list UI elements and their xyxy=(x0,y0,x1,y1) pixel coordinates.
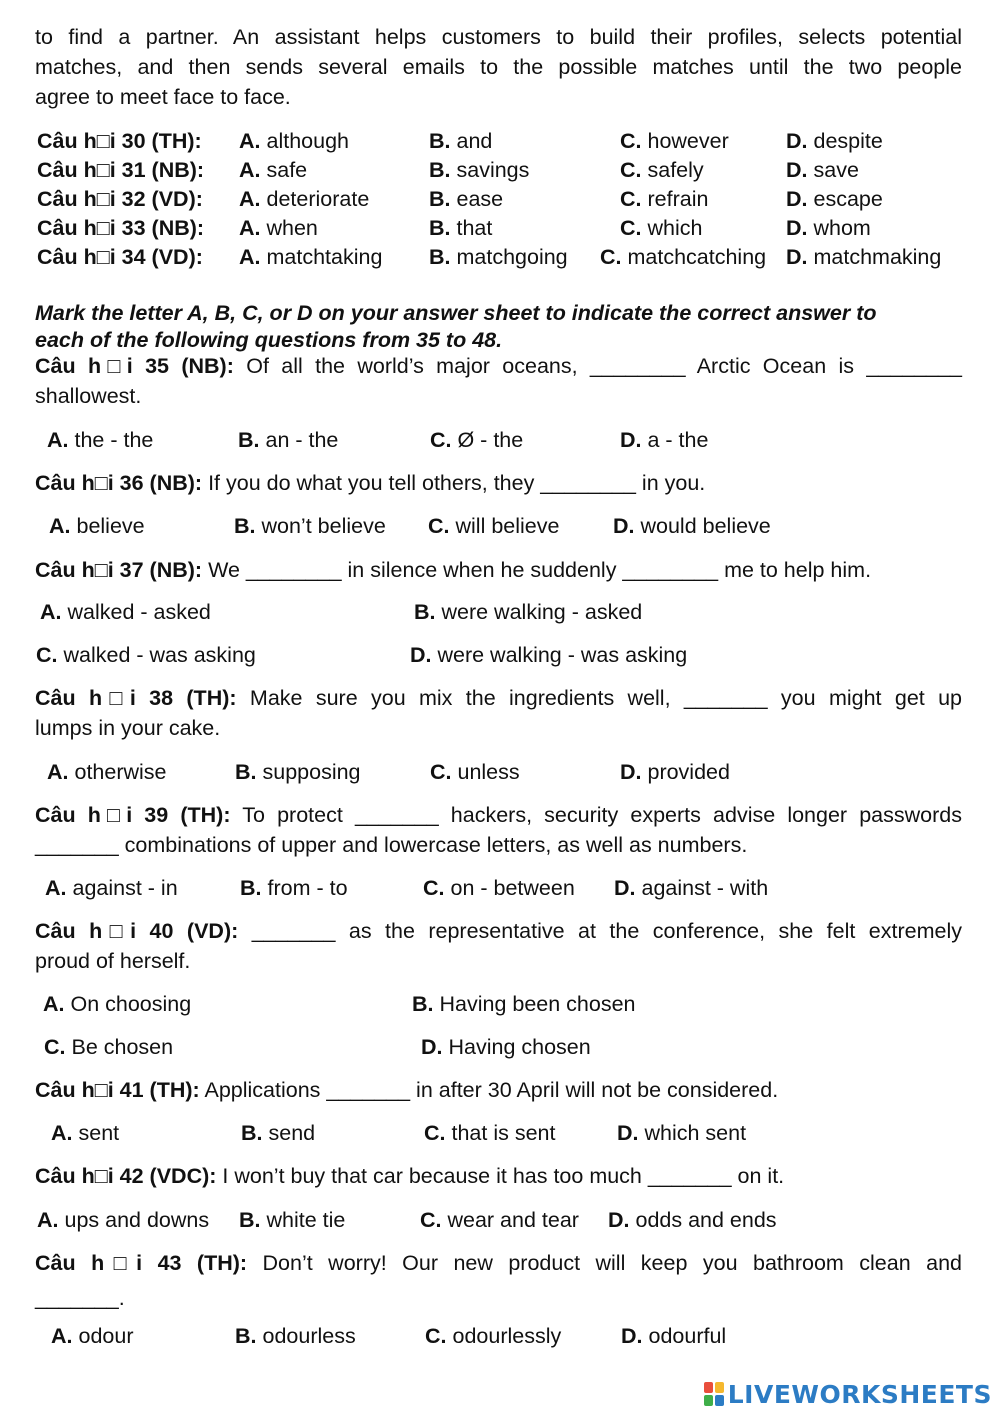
option-b[interactable]: B. that xyxy=(429,216,493,240)
cloze-question-label: Câu h□i 30 (TH): xyxy=(37,129,202,153)
liveworksheets-logo-text: LIVEWORKSHEETS xyxy=(727,1379,992,1409)
instruction-text: each of the following questions from 35 to 48. xyxy=(35,328,503,352)
option-c[interactable]: C. matchcatching xyxy=(600,245,767,269)
question-text: _______. xyxy=(35,1286,125,1310)
option-c[interactable]: C. on - between xyxy=(423,876,575,900)
cloze-question-label: Câu h□i 34 (VD): xyxy=(37,245,203,269)
question-text: lumps in your cake. xyxy=(35,716,221,740)
question-43 xyxy=(35,1250,962,1276)
question-text: _______ as the representative at the conference, she felt extremely xyxy=(251,919,962,943)
option-c[interactable]: C. walked - was asking xyxy=(36,643,256,667)
option-a[interactable]: A. matchtaking xyxy=(239,245,383,269)
option-d[interactable]: D. odourful xyxy=(621,1324,727,1348)
question-35 xyxy=(35,353,962,379)
question-text: Make sure you mix the ingredients well, _______ you might get up xyxy=(249,686,963,710)
option-d[interactable]: D. odds and ends xyxy=(608,1208,777,1232)
option-b[interactable]: B. won’t believe xyxy=(234,514,386,538)
intro-line: agree to meet face to face. xyxy=(35,85,291,109)
question-label: Câu h□i 43 (TH): xyxy=(35,1251,248,1275)
question-text: To protect _______ hackers, security experts advise longer passwords xyxy=(242,803,962,827)
option-c[interactable]: C. wear and tear xyxy=(420,1208,579,1232)
option-a[interactable]: A. although xyxy=(239,129,349,153)
option-b[interactable]: B. an - the xyxy=(238,428,339,452)
question-label: Câu h□i 36 (NB): xyxy=(35,471,203,495)
question-38 xyxy=(35,685,962,711)
cloze-question-label: Câu h□i 33 (NB): xyxy=(37,216,205,240)
option-b[interactable]: B. odourless xyxy=(235,1324,356,1348)
option-d[interactable]: D. escape xyxy=(786,187,883,211)
option-b[interactable]: B. from - to xyxy=(240,876,348,900)
option-d[interactable]: D. Having chosen xyxy=(421,1035,591,1059)
option-c[interactable]: C. Ø - the xyxy=(430,428,524,452)
question-39 xyxy=(35,802,962,828)
cloze-question-label: Câu h□i 31 (NB): xyxy=(37,158,205,182)
question-text: Applications _______ in after 30 April will not be considered. xyxy=(204,1078,779,1102)
option-c[interactable]: C. refrain xyxy=(620,187,709,211)
option-c[interactable]: C. which xyxy=(620,216,703,240)
option-d[interactable]: D. would believe xyxy=(613,514,771,538)
question-text: Of all the world’s major oceans, ________ Arctic Ocean is ________ xyxy=(246,354,962,378)
liveworksheets-logo-icon xyxy=(704,1382,724,1406)
option-c[interactable]: C. Be chosen xyxy=(44,1035,174,1059)
question-40 xyxy=(35,918,962,944)
question-label: Câu h□i 41 (TH): xyxy=(35,1078,200,1102)
option-c[interactable]: C. will believe xyxy=(428,514,560,538)
question-text: We ________ in silence when he suddenly ________ me to help him. xyxy=(208,558,872,582)
option-d[interactable]: D. whom xyxy=(786,216,871,240)
question-41 xyxy=(35,1077,778,1103)
option-c[interactable]: C. that is sent xyxy=(424,1121,556,1145)
option-a[interactable]: A. ups and downs xyxy=(37,1208,210,1232)
option-a[interactable]: A. walked - asked xyxy=(40,600,211,624)
question-label: Câu h□i 42 (VDC): xyxy=(35,1164,217,1188)
question-text: proud of herself. xyxy=(35,949,191,973)
question-label: Câu h□i 35 (NB): xyxy=(35,354,234,378)
option-a[interactable]: A. against - in xyxy=(45,876,178,900)
cloze-question-label: Câu h□i 32 (VD): xyxy=(37,187,203,211)
option-b[interactable]: B. were walking - asked xyxy=(414,600,643,624)
option-d[interactable]: D. save xyxy=(786,158,859,182)
question-42 xyxy=(35,1163,784,1189)
option-d[interactable]: D. a - the xyxy=(620,428,709,452)
option-a[interactable]: A. when xyxy=(239,216,318,240)
option-c[interactable]: C. odourlessly xyxy=(425,1324,562,1348)
question-text: I won’t buy that car because it has too much _______ on it. xyxy=(222,1164,785,1188)
question-text: If you do what you tell others, they ________ in you. xyxy=(208,471,706,495)
option-b[interactable]: B. Having been chosen xyxy=(412,992,636,1016)
option-a[interactable]: A. otherwise xyxy=(47,760,167,784)
question-36 xyxy=(35,470,705,496)
question-label: Câu h□i 37 (NB): xyxy=(35,558,203,582)
option-a[interactable]: A. On choosing xyxy=(43,992,192,1016)
option-c[interactable]: C. however xyxy=(620,129,729,153)
intro-line: to find a partner. An assistant helps customers to build their profiles, selects potential xyxy=(35,25,962,49)
option-a[interactable]: A. the - the xyxy=(47,428,154,452)
option-a[interactable]: A. believe xyxy=(49,514,145,538)
question-37 xyxy=(35,557,871,583)
option-b[interactable]: B. matchgoing xyxy=(429,245,568,269)
option-d[interactable]: D. matchmaking xyxy=(786,245,942,269)
option-a[interactable]: A. deteriorate xyxy=(239,187,370,211)
liveworksheets-logo[interactable] xyxy=(704,1379,992,1409)
option-d[interactable]: D. which sent xyxy=(617,1121,747,1145)
option-d[interactable]: D. despite xyxy=(786,129,883,153)
question-label: Câu h□i 39 (TH): xyxy=(35,803,231,827)
option-a[interactable]: A. safe xyxy=(239,158,308,182)
question-text: _______ combinations of upper and lowercase letters, as well as numbers. xyxy=(35,833,748,857)
option-b[interactable]: B. ease xyxy=(429,187,504,211)
option-b[interactable]: B. supposing xyxy=(235,760,361,784)
option-d[interactable]: D. provided xyxy=(620,760,730,784)
option-b[interactable]: B. send xyxy=(241,1121,316,1145)
option-a[interactable]: A. sent xyxy=(51,1121,120,1145)
option-d[interactable]: D. were walking - was asking xyxy=(410,643,688,667)
option-a[interactable]: A. odour xyxy=(51,1324,134,1348)
option-d[interactable]: D. against - with xyxy=(614,876,769,900)
question-label: Câu h□i 38 (TH): xyxy=(35,686,237,710)
question-label: Câu h□i 40 (VD): xyxy=(35,919,239,943)
option-b[interactable]: B. and xyxy=(429,129,493,153)
question-text: shallowest. xyxy=(35,384,142,408)
instruction-text: Mark the letter A, B, C, or D on your answer sheet to indicate the correct answer to xyxy=(35,301,877,325)
option-c[interactable]: C. unless xyxy=(430,760,520,784)
intro-line: matches, and then sends several emails to the possible matches until the two people xyxy=(35,55,962,79)
option-b[interactable]: B. white tie xyxy=(239,1208,346,1232)
question-text: Don’t worry! Our new product will keep you bathroom clean and xyxy=(262,1251,962,1275)
option-c[interactable]: C. safely xyxy=(620,158,704,182)
option-b[interactable]: B. savings xyxy=(429,158,530,182)
